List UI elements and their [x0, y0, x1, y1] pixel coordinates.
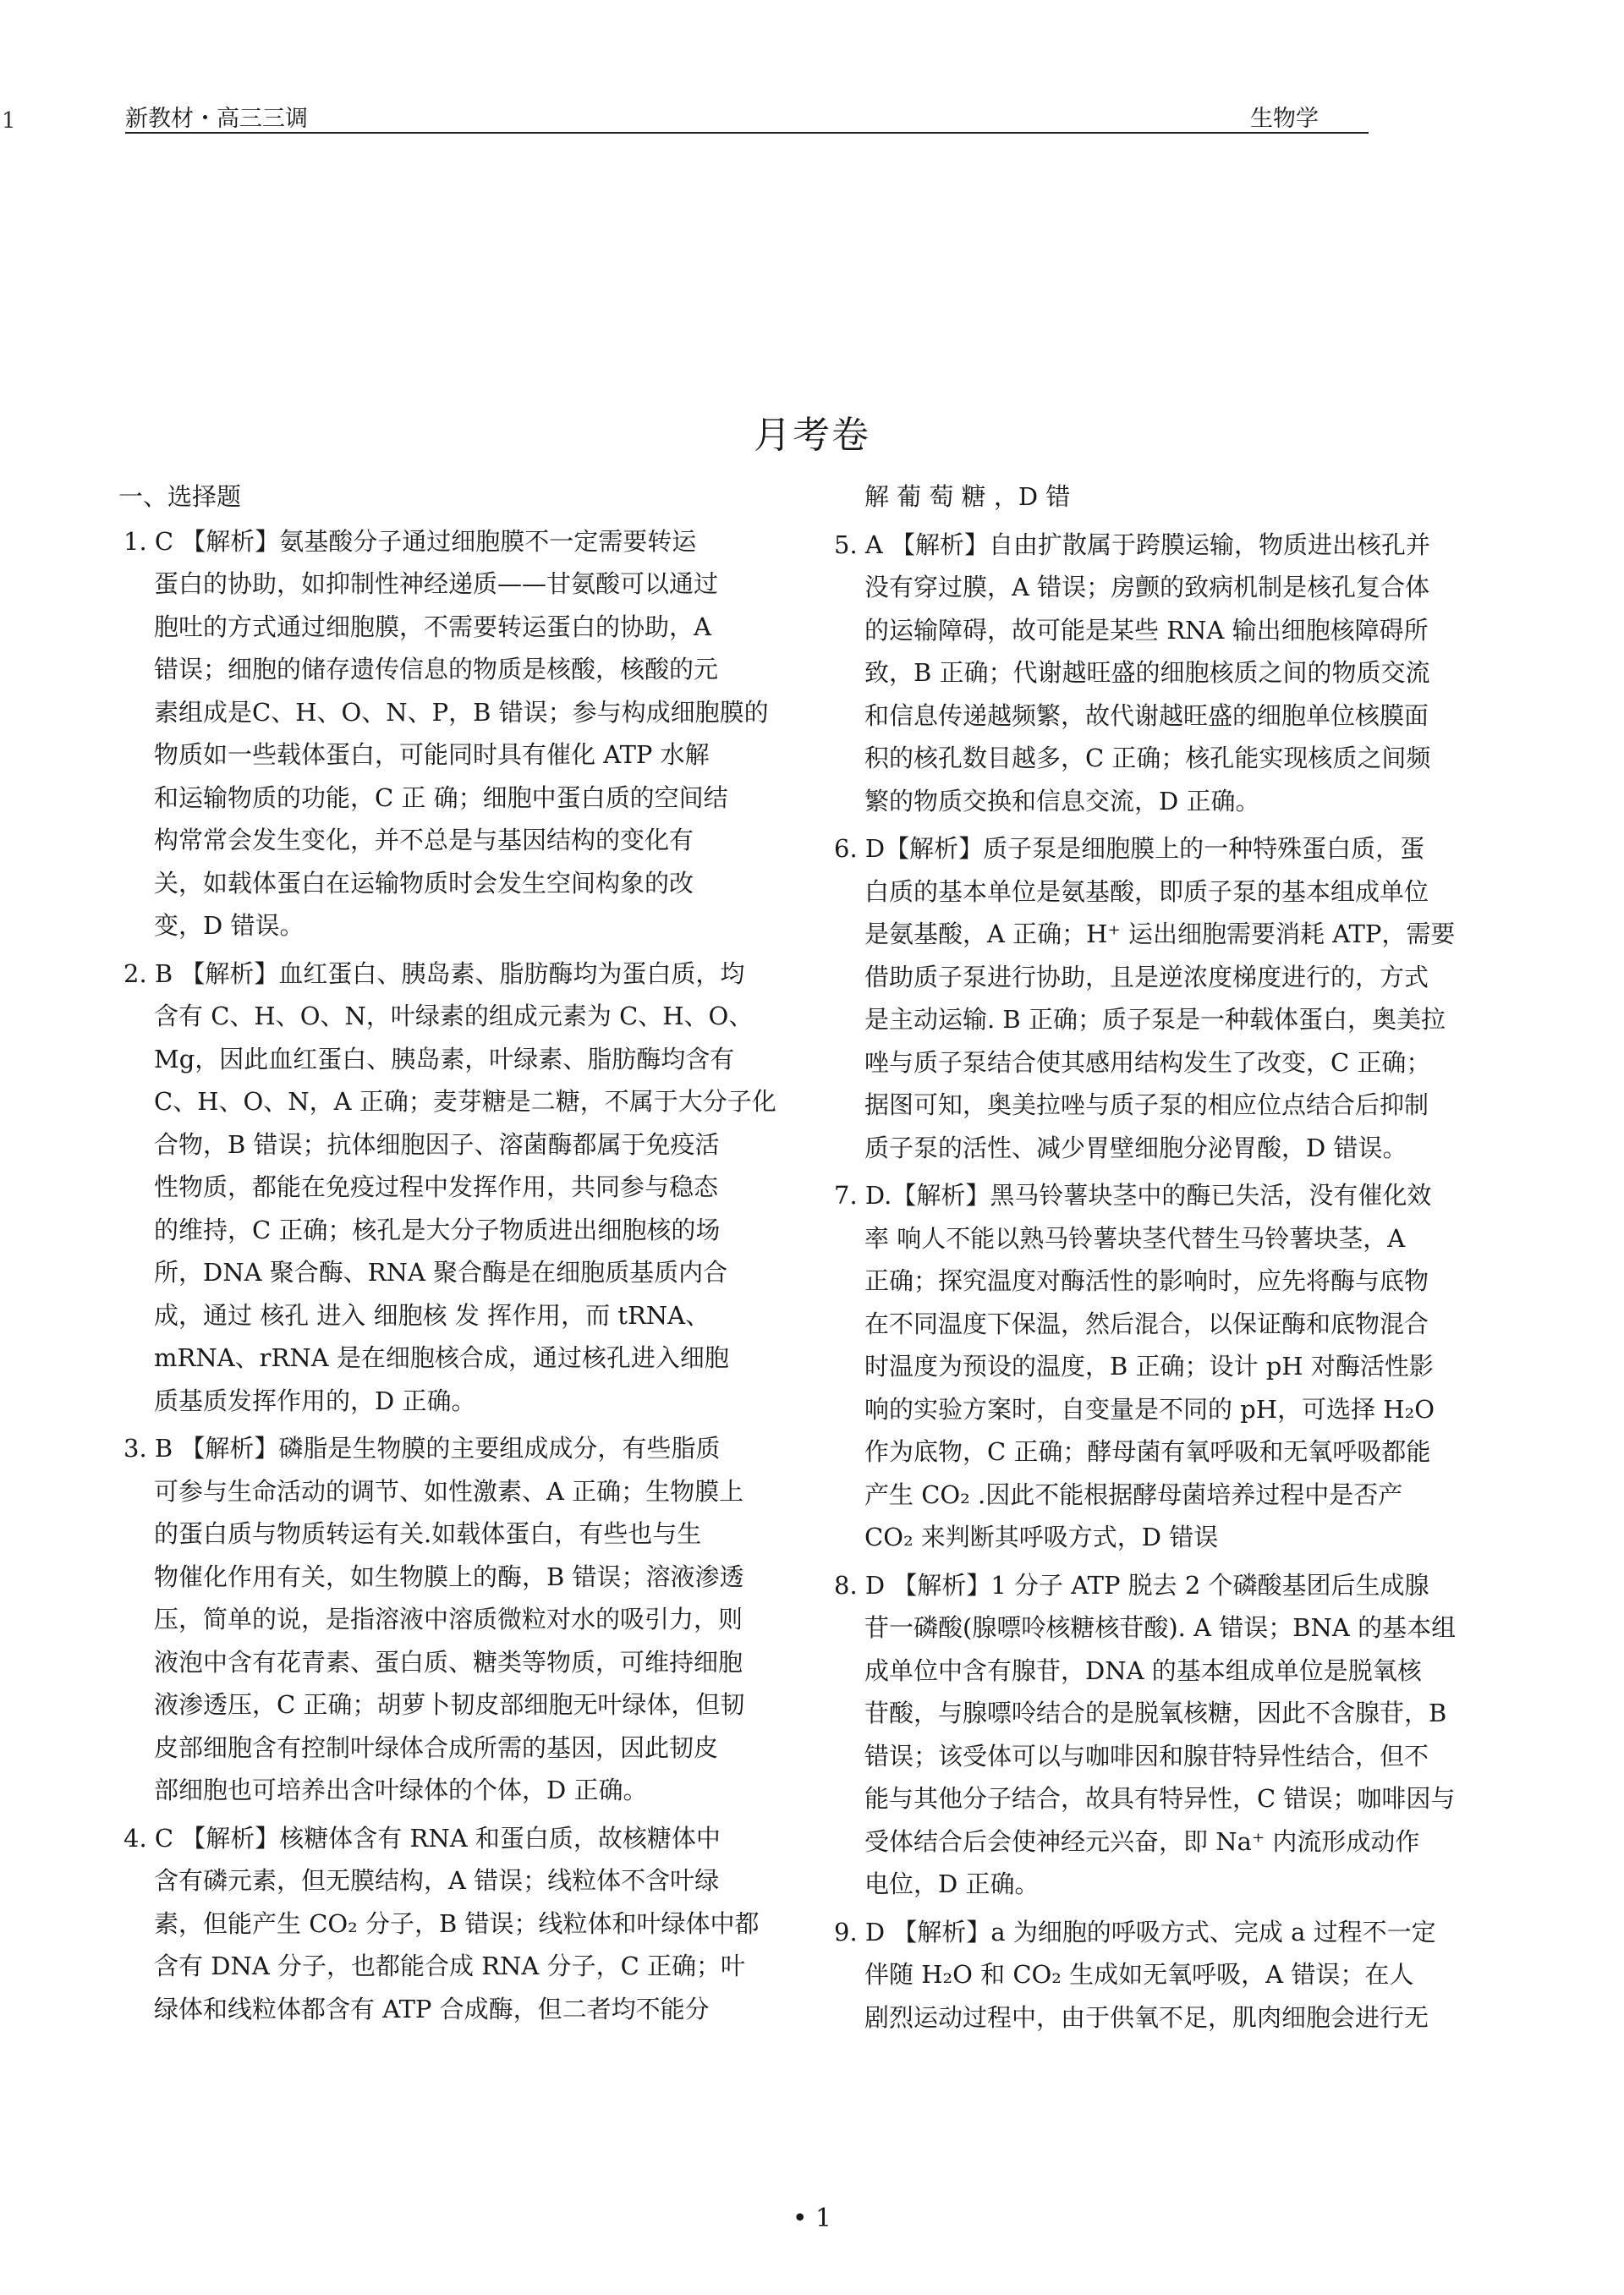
- answer-line: 3. B 【解析】磷脂是生物膜的主要组成成分，有些脂质: [123, 1434, 721, 1463]
- answer-line: mRNA、rRNA 是在细胞核合成，通过核孔进入细胞: [154, 1343, 729, 1372]
- answer-line: 蛋白的协助，如抑制性神经递质——甘氨酸可以通过: [154, 569, 719, 598]
- answer-line: 电位，D 正确。: [864, 1869, 1040, 1898]
- answer-line: 关，如载体蛋白在运输物质时会发生空间构象的改: [154, 868, 694, 898]
- answer-line: C、H、O、N，A 正确；麦芽糖是二糖，不属于大分子化: [154, 1087, 776, 1116]
- answer-line: 是氨基酸，A 正确；H⁺ 运出细胞需要消耗 ATP，需要: [864, 920, 1456, 948]
- page-footer-number: • 1: [792, 2204, 832, 2233]
- answer-line: 在不同温度下保温，然后混合，以保证酶和底物混合: [864, 1309, 1429, 1338]
- answer-line: 6. D【解析】质子泵是细胞膜上的一种特殊蛋白质，蛋: [834, 834, 1425, 863]
- answer-item: [118, 1817, 795, 2031]
- left-answer-list: [118, 520, 795, 2031]
- answer-item: [829, 827, 1487, 1169]
- answer-line: 1. C 【解析】氨基酸分子通过细胞膜不一定需要转运: [123, 526, 697, 556]
- answer-line: 4. C 【解析】核糖体含有 RNA 和蛋白质，故核糖体中: [123, 1823, 721, 1853]
- answer-line: 8. D 【解析】1 分子 ATP 脱去 2 个磷酸基团后生成腺: [834, 1570, 1429, 1600]
- header-subject-text: 生物学: [1250, 106, 1319, 132]
- answer-line: 所，DNA 聚合酶、RNA 聚合酶是在细胞质基质内合: [154, 1258, 728, 1287]
- answer-item: [829, 1564, 1487, 1906]
- answer-line: 苷一磷酸(腺嘌呤核糖核苷酸). A 错误；BNA 的基本组: [864, 1613, 1457, 1642]
- answer-line: 致，B 正确；代谢越旺盛的细胞核质之间的物质交流: [864, 658, 1430, 687]
- answer-line: 时温度为预设的温度，B 正确；设计 pH 对酶活性影: [864, 1352, 1434, 1381]
- answer-line: 液渗透压，C 正确；胡萝卜韧皮部细胞无叶绿体，但韧: [154, 1690, 745, 1719]
- answer-line: 据图可知，奥美拉唑与质子泵的相应位点结合后抑制: [864, 1090, 1429, 1119]
- page-header: [125, 100, 1369, 134]
- answer-line: 受体结合后会使神经元兴奋，即 Na⁺ 内流形成动作: [864, 1826, 1420, 1856]
- header-left-text: 新教材・高三三调: [125, 106, 308, 132]
- answer-line: 剧烈运动过程中，由于供氧不足，肌肉细胞会进行无: [864, 2002, 1429, 2032]
- answer-line: 解 葡 萄 糖 ，D 错: [864, 482, 1071, 511]
- answer-line: 没有穿过膜，A 错误；房颤的致病机制是核孔复合体: [864, 573, 1430, 601]
- answer-line: CO₂ 来判断其呼吸方式，D 错误: [864, 1523, 1219, 1551]
- answer-line: 错误；该受体可以与咖啡因和腺苷特异性结合，但不: [864, 1741, 1429, 1771]
- answer-line: 性物质，都能在免疫过程中发挥作用，共同参与稳态: [154, 1172, 719, 1201]
- answer-line: 是主动运输. B 正确；质子泵是一种载体蛋白，奥美拉: [864, 1005, 1446, 1034]
- answer-line: 物质如一些载体蛋白，可能同时具有催化 ATP 水解: [154, 740, 710, 769]
- answer-line: 率 响人不能以熟马铃薯块茎代替生马铃薯块茎，A: [864, 1223, 1406, 1253]
- answer-line: 质基质发挥作用的，D 正确。: [154, 1386, 476, 1415]
- answer-line: 压，简单的说，是指溶液中溶质微粒对水的吸引力，则: [154, 1605, 743, 1633]
- answer-item: [829, 1911, 1487, 2040]
- answer-line: 错误；细胞的储存遗传信息的物质是核酸，核酸的元: [154, 655, 719, 684]
- edge-page-number: 1: [2, 108, 16, 134]
- answer-line: 成单位中含有腺苷，DNA 的基本组成单位是脱氧核: [864, 1655, 1422, 1685]
- answer-line: 素组成是C、H、O、N、P，B 错误；参与构成细胞膜的: [154, 697, 769, 727]
- answer-line: 的维持，C 正确；核孔是大分子物质进出细胞核的场: [154, 1215, 721, 1244]
- answer-line: 繁的物质交换和信息交流，D 正确。: [864, 786, 1260, 815]
- left-column: [118, 475, 795, 2035]
- answer-item: [118, 953, 795, 1423]
- answer-line: 皮部细胞含有控制叶绿体合成所需的基因，因此韧皮: [154, 1732, 719, 1762]
- answer-item: [829, 475, 1487, 519]
- answer-line: 部细胞也可培养出含叶绿体的个体，D 正确。: [154, 1776, 648, 1804]
- answer-line: 正确；探究温度对酶活性的影响时，应先将酶与底物: [864, 1266, 1429, 1295]
- answer-line: 作为底物，C 正确；酵母菌有氧呼吸和无氧呼吸都能: [864, 1437, 1431, 1466]
- answer-line: 9. D 【解析】a 为细胞的呼吸方式、完成 a 过程不一定: [834, 1917, 1436, 1946]
- answer-line: 质子泵的活性、减少胃壁细胞分泌胃酸，D 错误。: [864, 1133, 1407, 1162]
- answer-line: 和信息传递越频繁，故代谢越旺盛的细胞单位核膜面: [864, 700, 1429, 730]
- answer-line: 合物，B 错误；抗体细胞因子、溶菌酶都属于免疫活: [154, 1129, 720, 1159]
- answer-line: 借助质子泵进行协助，且是逆浓度梯度进行的，方式: [864, 962, 1429, 991]
- section-label: 一、选择题: [118, 482, 242, 511]
- answer-item: [118, 520, 795, 947]
- answer-line: 苷酸，与腺嘌呤结合的是脱氧核糖，因此不含腺苷，B: [864, 1699, 1447, 1727]
- answer-line: 和运输物质的功能，C 正 确；细胞中蛋白质的空间结: [154, 782, 728, 812]
- answer-line: 7. D.【解析】黑马铃薯块茎中的酶已失活，没有催化效: [834, 1181, 1432, 1210]
- answer-line: 响的实验方案时，自变量是不同的 pH，可选择 H₂O: [864, 1394, 1435, 1424]
- answer-line: 素，但能产生 CO₂ 分子，B 错误；线粒体和叶绿体中都: [154, 1908, 760, 1938]
- answer-line: 伴随 H₂O 和 CO₂ 生成如无氧呼吸，A 错误；在人: [864, 1960, 1414, 1989]
- answer-line: 胞吐的方式通过细胞膜，不需要转运蛋白的协助，A: [154, 612, 711, 641]
- answer-line: 含有 DNA 分子，也都能合成 RNA 分子，C 正确；叶: [154, 1952, 746, 1980]
- page-title: 月考卷: [754, 414, 870, 457]
- answer-line: 2. B 【解析】血红蛋白、胰岛素、脂肪酶均为蛋白质，均: [123, 958, 745, 988]
- answer-line: 白质的基本单位是氨基酸，即质子泵的基本组成单位: [864, 876, 1429, 906]
- answer-line: 5. A 【解析】自由扩散属于跨膜运输，物质进出核孔并: [834, 530, 1431, 559]
- answer-line: 可参与生命活动的调节、如性激素、A 正确；生物膜上: [154, 1476, 744, 1506]
- answer-item: [829, 1174, 1487, 1559]
- answer-line: 物催化作用有关，如生物膜上的酶，B 错误；溶液渗透: [154, 1562, 744, 1591]
- answer-line: 积的核孔数目越多，C 正确；核孔能实现核质之间频: [864, 744, 1431, 772]
- answer-item: [829, 524, 1487, 823]
- answer-line: 构常常会发生变化，并不总是与基因结构的变化有: [154, 826, 694, 854]
- right-answer-list: [829, 475, 1487, 2039]
- answer-line: 的蛋白质与物质转运有关.如载体蛋白，有些也与生: [154, 1519, 702, 1548]
- answer-line: 含有磷元素，但无膜结构，A 错误；线粒体不含叶绿: [154, 1866, 720, 1895]
- answer-line: 液泡中含有花青素、蛋白质、糖类等物质，可维持细胞: [154, 1647, 743, 1677]
- answer-line: 绿体和线粒体都含有 ATP 合成酶，但二者均不能分: [154, 1994, 710, 2023]
- answer-line: 产生 CO₂ .因此不能根据酵母菌培养过程中是否产: [864, 1480, 1403, 1509]
- answer-line: 变，D 错误。: [154, 911, 304, 940]
- right-column: [829, 475, 1487, 2044]
- answer-line: 成，通过 核孔 进入 细胞核 发 挥作用，而 tRNA、: [154, 1300, 710, 1330]
- answer-line: 含有 C、H、O、N，叶绿素的组成元素为 C、H、O、: [154, 1002, 754, 1030]
- answer-line: 的运输障碍，故可能是某些 RNA 输出细胞核障碍所: [864, 615, 1429, 645]
- answer-line: Mg，因此血红蛋白、胰岛素，叶绿素、脂肪酶均含有: [154, 1044, 735, 1073]
- answer-line: 唑与质子泵结合使其感用结构发生了改变，C 正确；: [864, 1047, 1431, 1077]
- answer-item: [118, 1427, 795, 1812]
- answer-line: 能与其他分子结合，故具有特异性，C 错误；咖啡因与: [864, 1784, 1456, 1813]
